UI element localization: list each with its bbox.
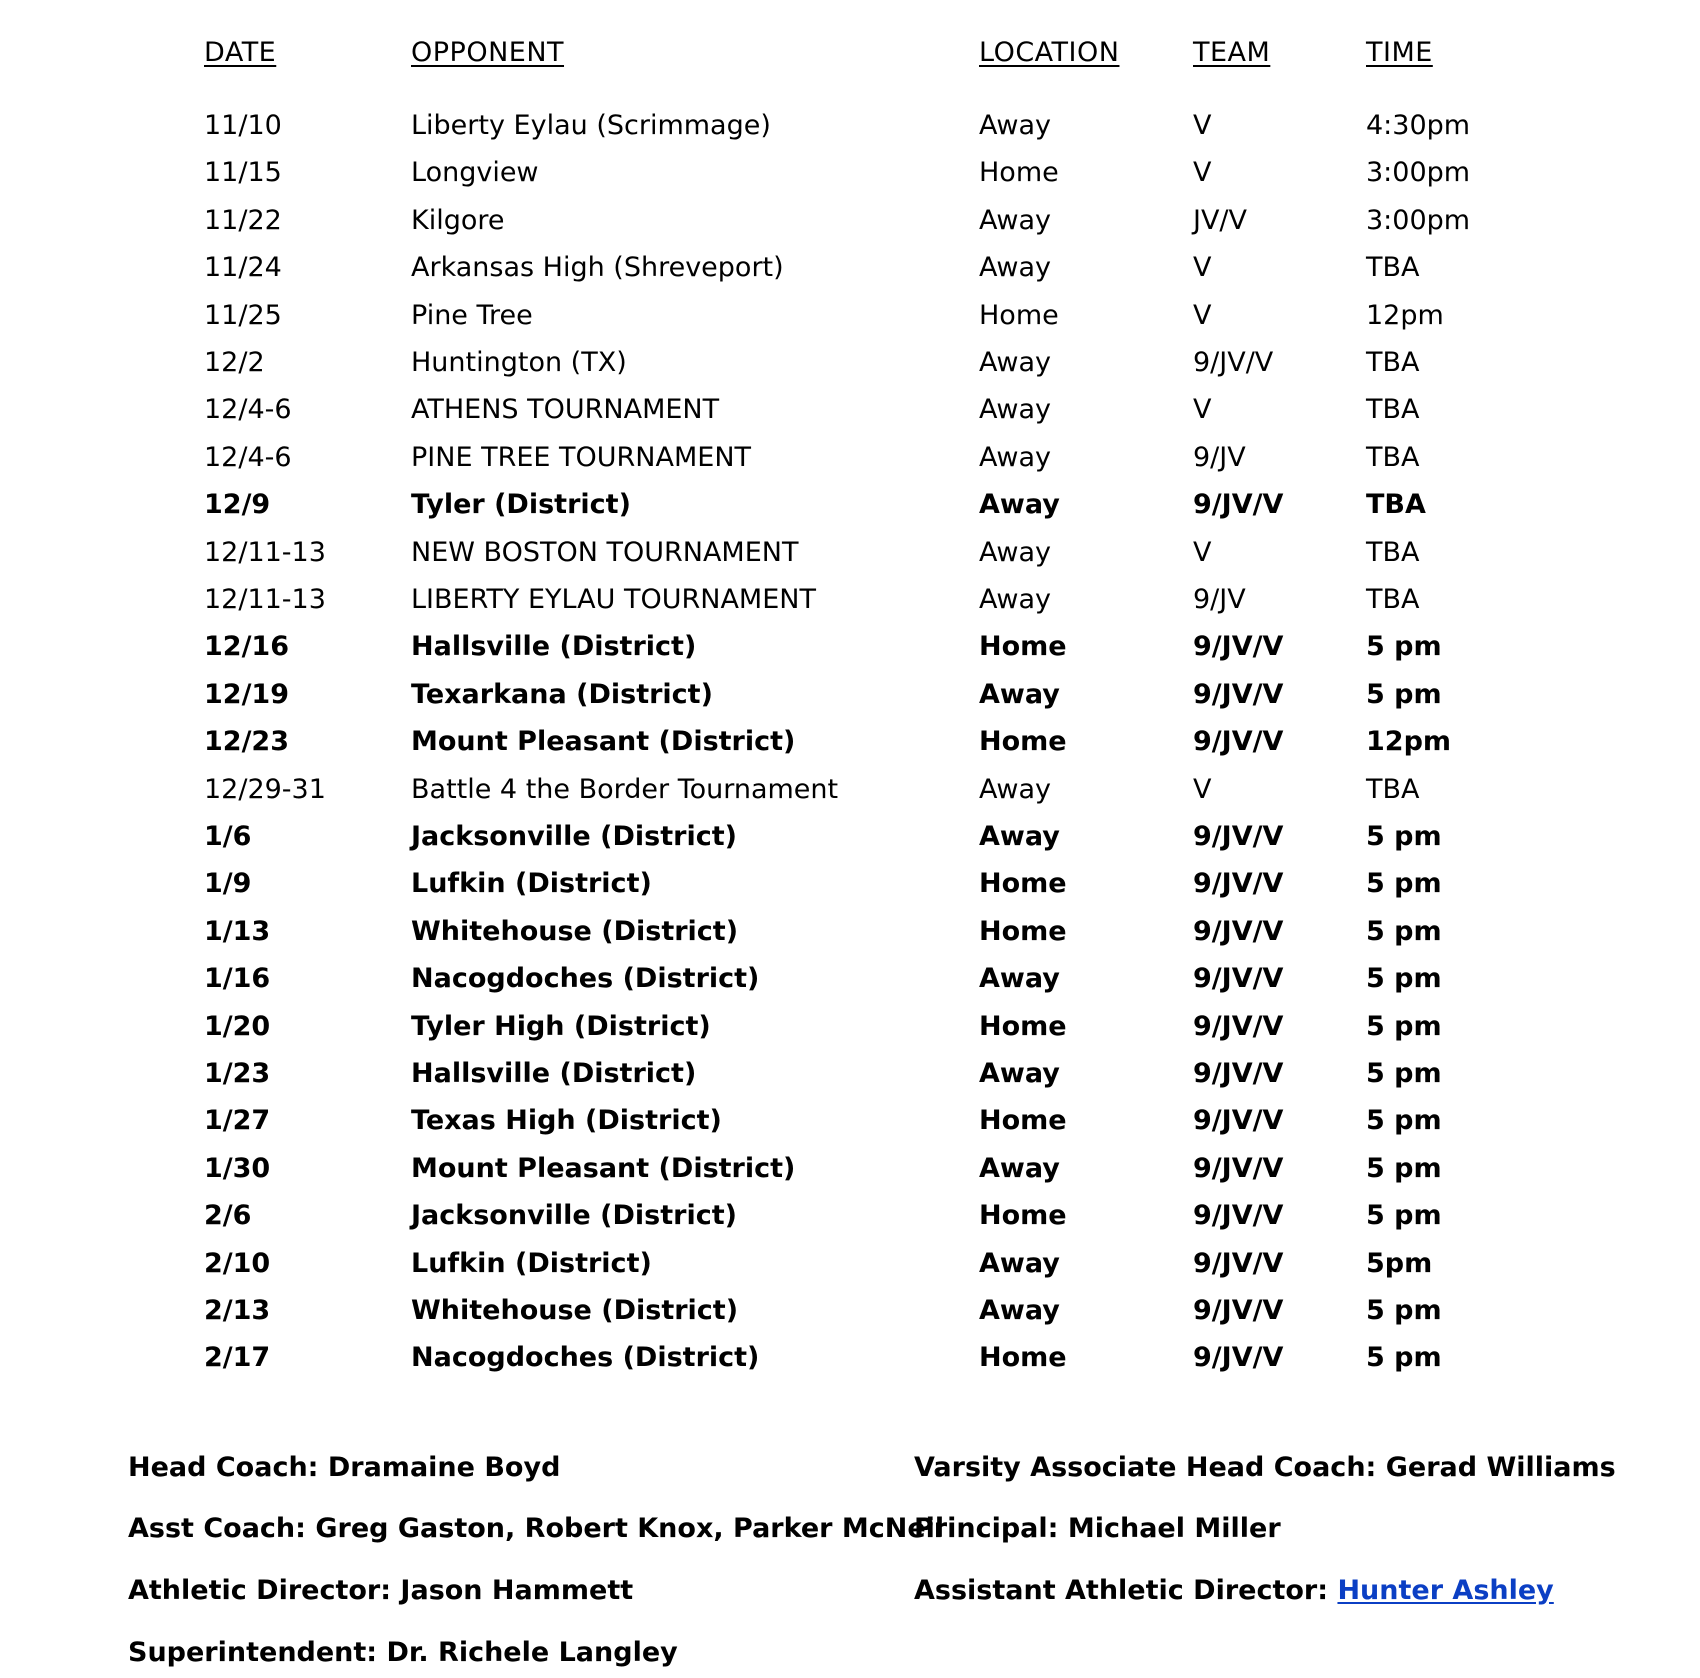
row-location: Away xyxy=(979,252,1051,283)
row-date: 11/22 xyxy=(204,205,282,236)
row-time: 5 pm xyxy=(1366,821,1442,852)
header-date: DATE xyxy=(204,37,277,68)
row-location: Away xyxy=(979,1248,1060,1279)
row-time: 5 pm xyxy=(1366,631,1442,662)
row-team: 9/JV/V xyxy=(1193,1153,1284,1184)
row-opponent: Texas High (District) xyxy=(411,1105,722,1136)
assistant-ad-label: Assistant Athletic Director: xyxy=(914,1575,1338,1606)
row-team: 9/JV/V xyxy=(1193,1342,1284,1373)
row-team: 9/JV/V xyxy=(1193,489,1284,520)
row-opponent: Lufkin (District) xyxy=(411,1248,652,1279)
row-opponent: Battle 4 the Border Tournament xyxy=(411,774,839,805)
row-location: Away xyxy=(979,537,1051,568)
row-date: 12/16 xyxy=(204,631,290,662)
row-opponent: Longview xyxy=(411,157,539,188)
row-time: 5 pm xyxy=(1366,1295,1442,1326)
row-time: TBA xyxy=(1366,537,1420,568)
row-opponent: Nacogdoches (District) xyxy=(411,963,760,994)
row-location: Away xyxy=(979,821,1060,852)
row-opponent: Jacksonville (District) xyxy=(411,1200,737,1231)
row-time: 5 pm xyxy=(1366,679,1442,710)
row-opponent: Lufkin (District) xyxy=(411,868,652,899)
row-time: TBA xyxy=(1366,584,1420,615)
row-time: 5 pm xyxy=(1366,868,1442,899)
row-opponent: Mount Pleasant (District) xyxy=(411,726,796,757)
row-time: 4:30pm xyxy=(1366,110,1471,141)
row-time: 3:00pm xyxy=(1366,157,1471,188)
row-time: TBA xyxy=(1366,394,1420,425)
row-date: 11/24 xyxy=(204,252,282,283)
principal: Principal: Michael Miller xyxy=(914,1513,1281,1544)
row-date: 12/4-6 xyxy=(204,442,292,473)
row-opponent: Tyler (District) xyxy=(411,489,631,520)
row-date: 12/9 xyxy=(204,489,271,520)
row-team: 9/JV/V xyxy=(1193,916,1284,947)
row-team: 9/JV/V xyxy=(1193,1011,1284,1042)
row-opponent: PINE TREE TOURNAMENT xyxy=(411,442,752,473)
row-team: V xyxy=(1193,537,1212,568)
row-location: Home xyxy=(979,726,1067,757)
row-team: 9/JV/V xyxy=(1193,347,1274,378)
row-opponent: Jacksonville (District) xyxy=(411,821,737,852)
row-team: 9/JV/V xyxy=(1193,1248,1284,1279)
row-location: Away xyxy=(979,394,1051,425)
assistant-ad-link[interactable]: Hunter Ashley xyxy=(1337,1575,1554,1606)
row-team: V xyxy=(1193,774,1212,805)
row-location: Away xyxy=(979,110,1051,141)
row-team: 9/JV/V xyxy=(1193,1200,1284,1231)
row-date: 12/4-6 xyxy=(204,394,292,425)
row-location: Home xyxy=(979,300,1059,331)
row-time: 5 pm xyxy=(1366,1011,1442,1042)
row-opponent: Pine Tree xyxy=(411,300,533,331)
superintendent: Superintendent: Dr. Richele Langley xyxy=(128,1637,678,1668)
row-date: 1/13 xyxy=(204,916,271,947)
row-date: 12/19 xyxy=(204,679,290,710)
row-team: 9/JV/V xyxy=(1193,821,1284,852)
row-time: 5 pm xyxy=(1366,963,1442,994)
row-date: 2/17 xyxy=(204,1342,271,1373)
row-team: V xyxy=(1193,394,1212,425)
row-date: 1/23 xyxy=(204,1058,271,1089)
row-opponent: Whitehouse (District) xyxy=(411,916,739,947)
row-team: V xyxy=(1193,252,1212,283)
row-location: Home xyxy=(979,868,1067,899)
row-date: 2/6 xyxy=(204,1200,252,1231)
row-opponent: Arkansas High (Shreveport) xyxy=(411,252,784,283)
row-opponent: Liberty Eylau (Scrimmage) xyxy=(411,110,771,141)
row-opponent: Hallsville (District) xyxy=(411,631,697,662)
row-date: 12/11-13 xyxy=(204,537,326,568)
row-opponent: Nacogdoches (District) xyxy=(411,1342,760,1373)
asst-coach: Asst Coach: Greg Gaston, Robert Knox, Parker McNeil xyxy=(128,1513,945,1544)
row-location: Away xyxy=(979,489,1060,520)
row-team: V xyxy=(1193,110,1212,141)
row-location: Home xyxy=(979,1011,1067,1042)
header-team: TEAM xyxy=(1193,37,1271,68)
row-time: 5 pm xyxy=(1366,1153,1442,1184)
row-time: TBA xyxy=(1366,252,1420,283)
row-location: Home xyxy=(979,1342,1067,1373)
row-time: TBA xyxy=(1366,774,1420,805)
row-opponent: LIBERTY EYLAU TOURNAMENT xyxy=(411,584,816,615)
row-location: Away xyxy=(979,679,1060,710)
row-date: 11/25 xyxy=(204,300,282,331)
row-time: 5 pm xyxy=(1366,916,1442,947)
row-location: Away xyxy=(979,442,1051,473)
row-team: 9/JV/V xyxy=(1193,1058,1284,1089)
row-team: V xyxy=(1193,157,1212,188)
row-opponent: Huntington (TX) xyxy=(411,347,627,378)
row-location: Away xyxy=(979,205,1051,236)
head-coach: Head Coach: Dramaine Boyd xyxy=(128,1452,561,1483)
varsity-associate-head-coach: Varsity Associate Head Coach: Gerad Williams xyxy=(914,1452,1616,1483)
header-time: TIME xyxy=(1366,37,1433,68)
row-location: Away xyxy=(979,1058,1060,1089)
header-opponent: OPPONENT xyxy=(411,37,565,68)
row-date: 11/10 xyxy=(204,110,282,141)
row-time: 12pm xyxy=(1366,726,1452,757)
row-team: 9/JV/V xyxy=(1193,1105,1284,1136)
row-time: TBA xyxy=(1366,347,1420,378)
row-opponent: Kilgore xyxy=(411,205,505,236)
row-team: 9/JV/V xyxy=(1193,726,1284,757)
assistant-athletic-director xyxy=(914,1574,1554,1608)
athletic-director: Athletic Director: Jason Hammett xyxy=(128,1575,634,1606)
row-location: Away xyxy=(979,584,1051,615)
row-time: 5 pm xyxy=(1366,1200,1442,1231)
row-date: 12/11-13 xyxy=(204,584,326,615)
row-team: 9/JV/V xyxy=(1193,868,1284,899)
row-date: 11/15 xyxy=(204,157,282,188)
row-date: 12/2 xyxy=(204,347,265,378)
row-team: JV/V xyxy=(1193,205,1247,236)
row-date: 1/20 xyxy=(204,1011,271,1042)
row-location: Home xyxy=(979,1105,1067,1136)
row-date: 12/29-31 xyxy=(204,774,326,805)
row-team: 9/JV xyxy=(1193,442,1246,473)
row-team: V xyxy=(1193,300,1212,331)
row-team: 9/JV xyxy=(1193,584,1246,615)
row-location: Away xyxy=(979,1153,1060,1184)
row-location: Away xyxy=(979,1295,1060,1326)
row-team: 9/JV/V xyxy=(1193,679,1284,710)
row-time: 5 pm xyxy=(1366,1058,1442,1089)
row-location: Away xyxy=(979,347,1051,378)
row-location: Home xyxy=(979,916,1067,947)
row-location: Away xyxy=(979,774,1051,805)
row-time: 5 pm xyxy=(1366,1105,1442,1136)
row-opponent: Mount Pleasant (District) xyxy=(411,1153,796,1184)
row-time: 5pm xyxy=(1366,1248,1433,1279)
row-date: 1/30 xyxy=(204,1153,271,1184)
row-date: 1/16 xyxy=(204,963,271,994)
header-location: LOCATION xyxy=(979,37,1120,68)
row-time: 12pm xyxy=(1366,300,1444,331)
row-date: 1/27 xyxy=(204,1105,271,1136)
row-location: Home xyxy=(979,631,1067,662)
row-opponent: Hallsville (District) xyxy=(411,1058,697,1089)
row-date: 1/9 xyxy=(204,868,252,899)
row-location: Home xyxy=(979,1200,1067,1231)
row-team: 9/JV/V xyxy=(1193,631,1284,662)
row-date: 2/10 xyxy=(204,1248,271,1279)
row-opponent: NEW BOSTON TOURNAMENT xyxy=(411,537,799,568)
row-time: TBA xyxy=(1366,489,1426,520)
row-location: Away xyxy=(979,963,1060,994)
row-date: 12/23 xyxy=(204,726,290,757)
row-time: 5 pm xyxy=(1366,1342,1442,1373)
row-opponent: Texarkana (District) xyxy=(411,679,713,710)
row-time: 3:00pm xyxy=(1366,205,1471,236)
row-team: 9/JV/V xyxy=(1193,963,1284,994)
row-opponent: ATHENS TOURNAMENT xyxy=(411,394,720,425)
row-opponent: Tyler High (District) xyxy=(411,1011,711,1042)
row-opponent: Whitehouse (District) xyxy=(411,1295,739,1326)
row-date: 1/6 xyxy=(204,821,252,852)
row-date: 2/13 xyxy=(204,1295,271,1326)
row-location: Home xyxy=(979,157,1059,188)
row-time: TBA xyxy=(1366,442,1420,473)
row-team: 9/JV/V xyxy=(1193,1295,1284,1326)
